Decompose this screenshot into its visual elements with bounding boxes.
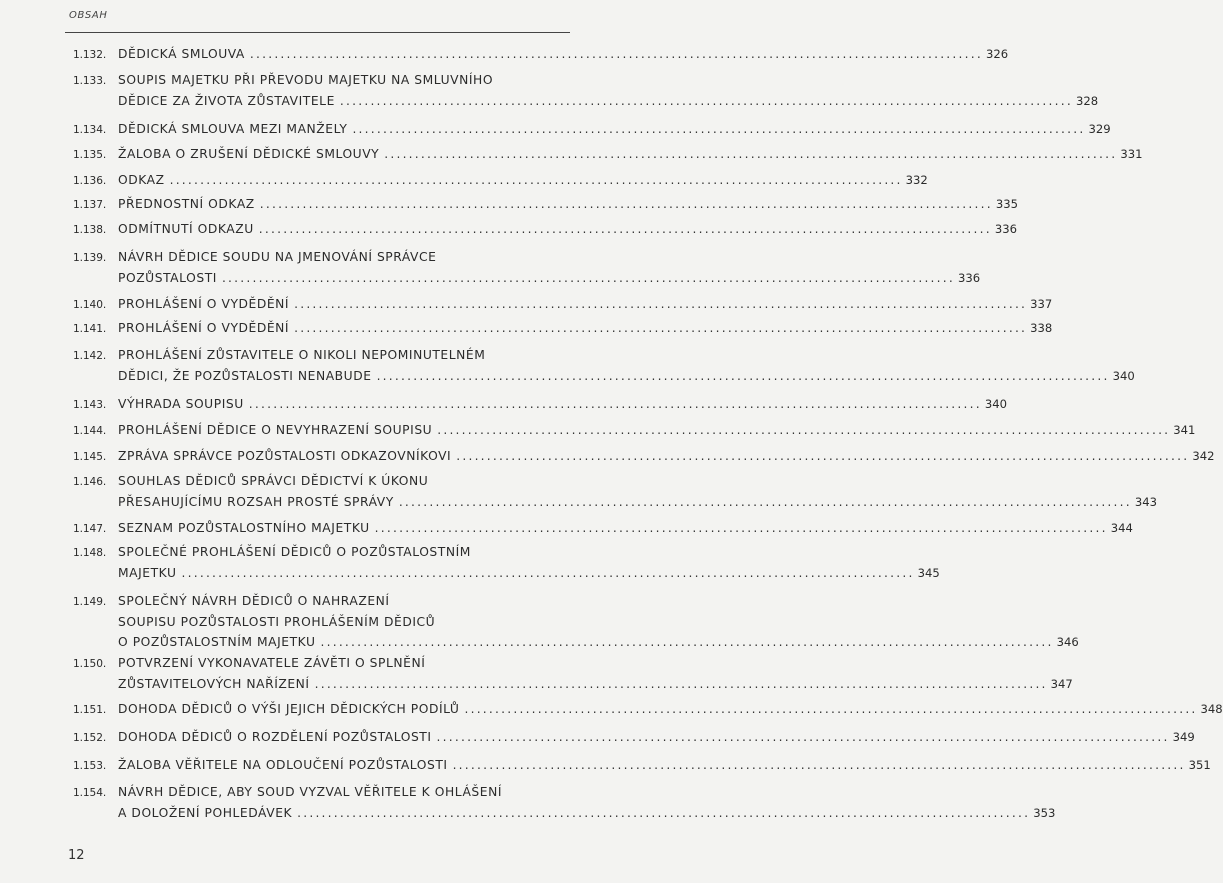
dot-leader: ........................................................................................................................ <box>169 173 903 187</box>
header-rule <box>65 32 570 33</box>
entry-title-line: NÁVRH DĚDICE, ABY SOUD VYZVAL VĚŘITELE K OHLÁŠENÍ <box>118 785 503 799</box>
entry-page-number: 349 <box>1172 730 1195 744</box>
entry-number: 1.139. <box>73 252 107 264</box>
entry-number: 1.149. <box>73 596 107 608</box>
entry-last-line <box>118 676 1073 691</box>
dot-leader: ........................................................................................................................ <box>456 449 1190 463</box>
entry-title-line: SOUPIS MAJETKU PŘI PŘEVODU MAJETKU NA SMLUVNÍHO <box>118 73 494 87</box>
entry-last-line <box>118 758 1211 772</box>
dot-leader: ........................................................................................................................ <box>452 758 1186 772</box>
entry-last-line <box>118 494 1158 509</box>
entry-number: 1.142. <box>73 350 107 362</box>
entry-title-line: PROHLÁŠENÍ ZŮSTAVITELE O NIKOLI NEPOMINUTELNÉM <box>118 348 486 362</box>
entry-title-line: O POZŮSTALOSTNÍM MAJETKU <box>118 635 316 649</box>
entry-title-line: ŽALOBA O ZRUŠENÍ DĚDICKÉ SMLOUVY <box>118 147 380 161</box>
entry-number: 1.147. <box>73 523 107 535</box>
entry-title-line: PROHLÁŠENÍ O VYDĚDĚNÍ <box>118 321 290 335</box>
entry-title-line: A DOLOŽENÍ POHLEDÁVEK <box>118 805 293 820</box>
dot-leader: ........................................................................................................................ <box>294 297 1028 311</box>
entry-last-line <box>118 805 1056 820</box>
entry-page-number: 340 <box>1112 368 1135 383</box>
entry-number: 1.134. <box>73 124 107 136</box>
entry-number: 1.135. <box>73 149 107 161</box>
entry-page-number: 338 <box>1030 321 1053 335</box>
entry-last-line <box>118 122 1111 136</box>
entry-title-line: DĚDICI, ŽE POZŮSTALOSTI NENABUDE <box>118 368 372 383</box>
entry-page-number: 344 <box>1110 521 1133 535</box>
entry-page-number: 329 <box>1088 122 1111 136</box>
entry-page-number: 341 <box>1173 423 1196 437</box>
entry-number: 1.145. <box>73 451 107 463</box>
entry-last-line <box>118 197 1018 211</box>
entry-last-line <box>118 565 940 580</box>
entry-last-line <box>118 730 1195 744</box>
entry-title-line: POZŮSTALOSTI <box>118 270 217 285</box>
entry-number: 1.136. <box>73 175 107 187</box>
entry-number: 1.140. <box>73 299 107 311</box>
entry-page-number: 331 <box>1120 147 1143 161</box>
entry-number: 1.132. <box>73 49 107 61</box>
dot-leader: ........................................................................................................................ <box>297 805 1031 820</box>
entry-number: 1.152. <box>73 732 107 744</box>
entry-title-line: SOUPISU POZŮSTALOSTI PROHLÁŠENÍM DĚDICŮ <box>118 614 436 629</box>
entry-page-number: 336 <box>994 222 1017 236</box>
entry-title-line: DOHODA DĚDICŮ O VÝŠI JEJICH DĚDICKÝCH PODÍLŮ <box>118 702 460 716</box>
entry-last-line <box>118 47 1009 61</box>
entry-page-number: 342 <box>1192 449 1215 463</box>
entry-title-line: DĚDICE ZA ŽIVOTA ZŮSTAVITELE <box>118 93 335 108</box>
dot-leader: ........................................................................................................................ <box>314 676 1048 691</box>
entry-page-number: 332 <box>905 173 928 187</box>
entry-number: 1.141. <box>73 323 107 335</box>
entry-title-line: DĚDICKÁ SMLOUVA MEZI MANŽELY <box>118 122 348 136</box>
entry-title-line: SOUHLAS DĚDICŮ SPRÁVCI DĚDICTVÍ K ÚKONU <box>118 474 429 488</box>
entry-page-number: 353 <box>1033 805 1056 820</box>
entry-number: 1.154. <box>73 787 107 799</box>
dot-leader: ........................................................................................................................ <box>294 321 1028 335</box>
entry-last-line <box>118 702 1223 716</box>
entry-number: 1.133. <box>73 75 107 87</box>
entry-last-line <box>118 173 928 187</box>
entry-page-number: 351 <box>1188 758 1211 772</box>
dot-leader: ........................................................................................................................ <box>259 197 993 211</box>
entry-last-line <box>118 635 1079 649</box>
dot-leader: ........................................................................................................................ <box>248 397 982 411</box>
entry-title-line: PŘESAHUJÍCÍMU ROZSAH PROSTÉ SPRÁVY <box>118 494 394 509</box>
dot-leader: ........................................................................................................................ <box>352 122 1086 136</box>
entry-title-line: POTVRZENÍ VYKONAVATELE ZÁVĚTI O SPLNĚNÍ <box>118 656 426 670</box>
entry-page-number: 336 <box>958 270 981 285</box>
entry-page-number: 328 <box>1075 93 1099 108</box>
entry-title-line: VÝHRADA SOUPISU <box>118 397 244 411</box>
entry-title-line: PROHLÁŠENÍ O VYDĚDĚNÍ <box>118 297 290 311</box>
dot-leader: ........................................................................................................................ <box>249 47 983 61</box>
entry-last-line <box>118 270 981 285</box>
entry-page-number: 346 <box>1056 635 1079 649</box>
entry-title-line: DOHODA DĚDICŮ O ROZDĚLENÍ POZŮSTALOSTI <box>118 730 432 744</box>
entry-page-number: 335 <box>995 197 1018 211</box>
entry-last-line <box>118 147 1143 161</box>
entry-number: 1.143. <box>73 399 107 411</box>
entry-number: 1.148. <box>73 547 107 559</box>
entry-number: 1.146. <box>73 476 107 488</box>
entry-title-line: SPOLEČNÝ NÁVRH DĚDICŮ O NAHRAZENÍ <box>118 594 390 608</box>
entry-page-number: 347 <box>1050 676 1073 691</box>
entry-page-number: 337 <box>1030 297 1053 311</box>
entry-title-line: PŘEDNOSTNÍ ODKAZ <box>118 197 255 211</box>
entry-title-line: SPOLEČNÉ PROHLÁŠENÍ DĚDICŮ O POZŮSTALOSTNÍM <box>118 545 471 559</box>
dot-leader: ........................................................................................................................ <box>258 222 992 236</box>
entry-last-line <box>118 93 1099 108</box>
entry-title-line: ZPRÁVA SPRÁVCE POZŮSTALOSTI ODKAZOVNÍKOVI <box>118 449 452 463</box>
entry-number: 1.137. <box>73 199 107 211</box>
dot-leader: ........................................................................................................................ <box>320 635 1054 649</box>
dot-leader: ........................................................................................................................ <box>464 702 1198 716</box>
dot-leader: ........................................................................................................................ <box>221 270 955 285</box>
entry-number: 1.150. <box>73 658 107 670</box>
entry-page-number: 326 <box>985 47 1009 61</box>
entry-number: 1.151. <box>73 704 107 716</box>
entry-last-line <box>118 222 1017 236</box>
entry-number: 1.138. <box>73 224 107 236</box>
entry-last-line <box>118 321 1053 335</box>
entry-last-line <box>118 521 1133 535</box>
entry-last-line <box>118 297 1053 311</box>
dot-leader: ........................................................................................................................ <box>339 93 1073 108</box>
entry-number: 1.144. <box>73 425 107 437</box>
entry-title-line: DĚDICKÁ SMLOUVA <box>118 47 245 61</box>
entry-page-number: 348 <box>1200 702 1223 716</box>
entry-last-line <box>118 368 1135 383</box>
entry-title-line: ŽALOBA VĚŘITELE NA ODLOUČENÍ POZŮSTALOSTI <box>118 758 448 772</box>
entry-number: 1.153. <box>73 760 107 772</box>
dot-leader: ........................................................................................................................ <box>384 147 1118 161</box>
entry-title-line: NÁVRH DĚDICE SOUDU NA JMENOVÁNÍ SPRÁVCE <box>118 250 437 264</box>
entry-title-line: MAJETKU <box>118 565 177 580</box>
page-number: 12 <box>68 848 85 863</box>
entry-last-line <box>118 423 1196 437</box>
entry-last-line <box>118 397 1007 411</box>
entry-last-line <box>118 449 1215 463</box>
entry-title-line: ODMÍTNUTÍ ODKAZU <box>118 222 254 236</box>
dot-leader: ........................................................................................................................ <box>398 494 1132 509</box>
dot-leader: ........................................................................................................................ <box>374 521 1108 535</box>
entry-title-line: SEZNAM POZŮSTALOSTNÍHO MAJETKU <box>118 521 370 535</box>
dot-leader: ........................................................................................................................ <box>437 423 1171 437</box>
entry-title-line: ODKAZ <box>118 173 165 187</box>
entry-page-number: 343 <box>1134 494 1158 509</box>
entry-page-number: 340 <box>984 397 1007 411</box>
running-header: OBSAH <box>69 10 108 21</box>
entry-title-line: PROHLÁŠENÍ DĚDICE O NEVYHRAZENÍ SOUPISU <box>118 423 433 437</box>
entry-page-number: 345 <box>917 565 940 580</box>
dot-leader: ........................................................................................................................ <box>436 730 1170 744</box>
dot-leader: ........................................................................................................................ <box>181 565 915 580</box>
entry-title-line: ZŮSTAVITELOVÝCH NAŘÍZENÍ <box>118 676 310 691</box>
dot-leader: ........................................................................................................................ <box>376 368 1110 383</box>
